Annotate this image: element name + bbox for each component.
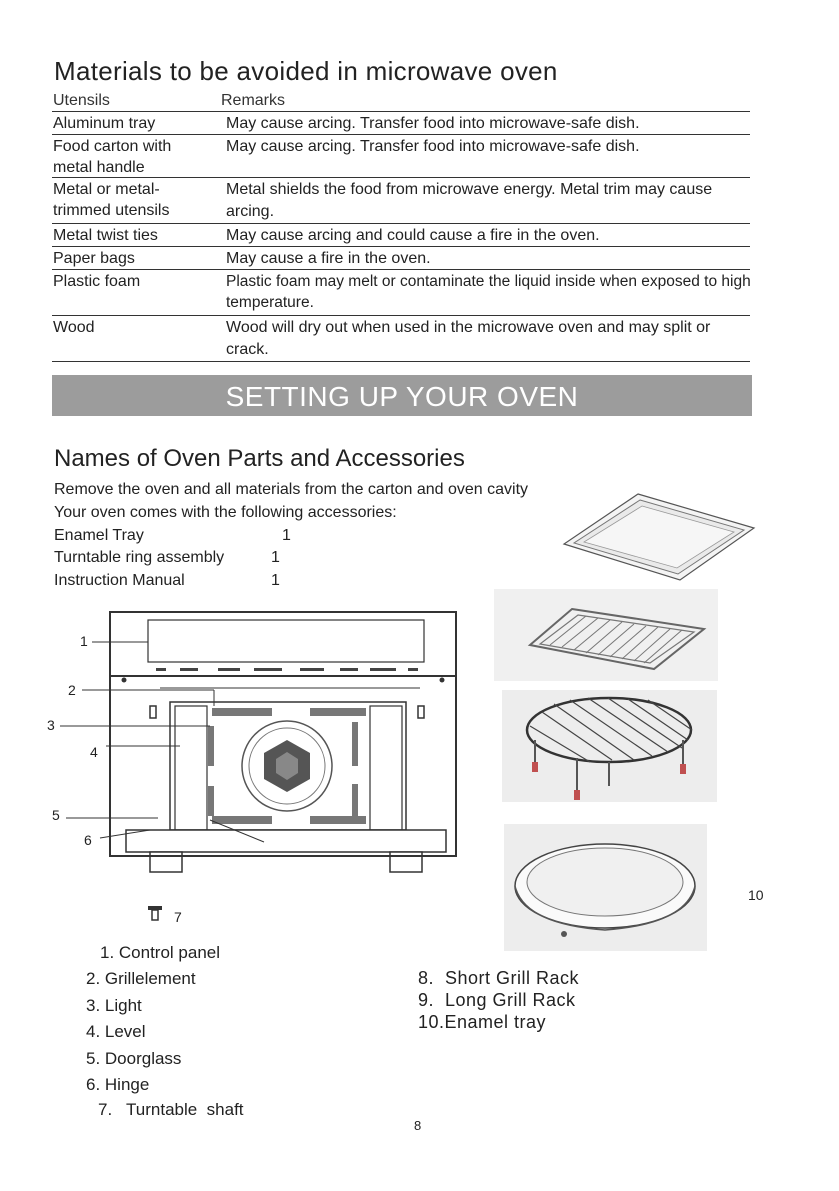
part-label: 1. Control panel [100, 943, 221, 962]
turntable-shaft-icon [148, 906, 162, 920]
accessory-qty: 1 [271, 549, 280, 566]
materials-table [52, 91, 750, 362]
row-utensil: Paper bags [53, 250, 135, 267]
part-label: 7. Turntable shaft [98, 1100, 244, 1119]
row-utensil: Wood [53, 319, 95, 336]
callout-5: 5 [52, 807, 60, 823]
row-utensil: Food carton with metal handle [53, 138, 172, 176]
parts-title: Names of Oven Parts and Accessories [54, 445, 465, 472]
part-label: 6. Hinge [86, 1075, 150, 1094]
table-row [52, 178, 750, 224]
row-remark: May cause arcing. Transfer food into microwave-safe dish. [226, 115, 640, 132]
long-grill-rack-photo [502, 690, 717, 802]
row-remark: Wood will dry out when used in the microwave oven and may split or crack. [226, 319, 711, 358]
row-utensil: Aluminum tray [53, 115, 156, 132]
table-row [52, 247, 750, 270]
part-label: 9. Long Grill Rack [418, 990, 576, 1010]
row-remark: Plastic foam may melt or contaminate the liquid inside when exposed to high temperature. [226, 273, 751, 311]
table-row [52, 135, 750, 178]
part-label: 4. Level [86, 1022, 146, 1041]
accessory-qty: 1 [282, 527, 291, 544]
callout-6: 6 [84, 832, 92, 848]
row-remark: May cause a fire in the oven. [226, 250, 431, 267]
table-header [52, 91, 750, 112]
accessory-qty: 1 [271, 572, 280, 589]
header-utensils: Utensils [53, 92, 110, 109]
callout-7: 7 [174, 909, 182, 925]
callout-4: 4 [90, 744, 98, 760]
materials-title: Materials to be avoided in microwave oven [54, 56, 558, 86]
row-utensil: Metal or metal-trimmed utensils [53, 181, 170, 219]
part-label: 10.Enamel tray [418, 1012, 547, 1032]
part-label: 2. Grillelement [86, 969, 196, 988]
row-utensil: Metal twist ties [53, 227, 158, 244]
part-label: 3. Light [86, 996, 142, 1015]
row-utensil: Plastic foam [53, 273, 141, 290]
table-row [52, 224, 750, 247]
enamel-tray-illustration [560, 488, 760, 584]
callout-3: 3 [47, 717, 55, 733]
part-label: 5. Doorglass [86, 1049, 182, 1068]
row-remark: May cause arcing. Transfer food into microwave-safe dish. [226, 138, 640, 155]
round-enamel-tray-photo [504, 824, 707, 951]
accessory-name: Turntable ring assembly [54, 549, 225, 566]
row-remark: Metal shields the food from microwave energy. Metal trim may cause arcing. [226, 181, 713, 220]
short-grill-rack-photo [494, 589, 718, 681]
accessory-name: Instruction Manual [54, 572, 185, 589]
callout-1: 1 [80, 633, 88, 649]
table-row [52, 270, 750, 316]
oven-front-diagram [40, 606, 480, 936]
intro-line-2: Your oven comes with the following accessories: [54, 504, 397, 521]
grill-rack-icon [494, 589, 718, 681]
header-remarks: Remarks [221, 92, 286, 109]
table-row [52, 112, 750, 135]
round-rack-icon [502, 690, 717, 802]
page-number: 8 [414, 1118, 422, 1133]
round-tray-icon [504, 824, 707, 951]
table-row [52, 316, 750, 362]
setup-banner: SETTING UP YOUR OVEN [52, 375, 752, 416]
row-remark: May cause arcing and could cause a fire in the oven. [226, 227, 600, 244]
accessory-name: Enamel Tray [54, 527, 144, 544]
callout-10: 10 [748, 887, 764, 903]
callout-2: 2 [68, 682, 76, 698]
part-label: 8. Short Grill Rack [418, 968, 580, 988]
intro-line-1: Remove the oven and all materials from the carton and oven cavity [54, 481, 529, 498]
